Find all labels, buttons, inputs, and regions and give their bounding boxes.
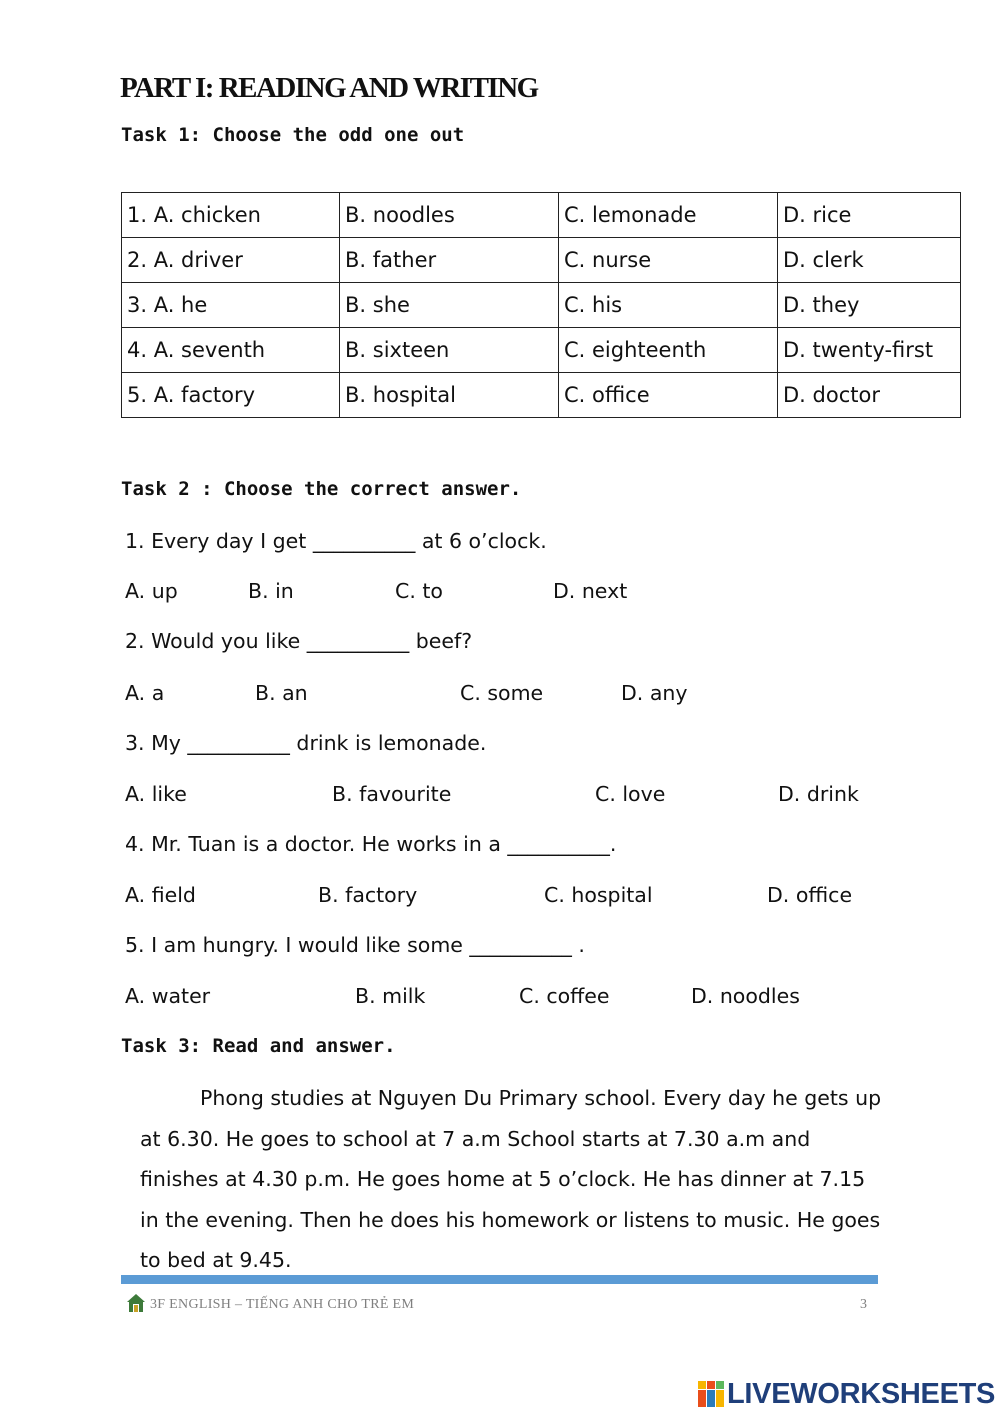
table-cell: B. she bbox=[340, 283, 559, 328]
q1-option-a: A. up bbox=[125, 579, 178, 603]
table-cell: 1. A. chicken bbox=[122, 193, 340, 238]
task2-title: Task 2 : Choose the correct answer. bbox=[121, 478, 522, 500]
footer-text: 3F ENGLISH – TIẾNG ANH CHO TRẺ EM bbox=[150, 1297, 415, 1312]
reading-passage bbox=[140, 1078, 885, 1281]
page-number: 3 bbox=[860, 1297, 867, 1312]
q4-option-a: A. field bbox=[125, 883, 196, 907]
odd-one-out-table bbox=[121, 192, 961, 418]
table-cell: 3. A. he bbox=[122, 283, 340, 328]
q5-option-c: C. coffee bbox=[519, 984, 610, 1008]
q5-option-d: D. noodles bbox=[691, 984, 800, 1008]
task1-title: Task 1: Choose the odd one out bbox=[121, 124, 465, 146]
liveworksheets-logo bbox=[698, 1377, 995, 1411]
table-cell: B. hospital bbox=[340, 373, 559, 418]
table-cell: D. they bbox=[778, 283, 961, 328]
table-cell: D. rice bbox=[778, 193, 961, 238]
q2-option-d: D. any bbox=[621, 681, 688, 705]
table-cell: D. doctor bbox=[778, 373, 961, 418]
table-cell: B. sixteen bbox=[340, 328, 559, 373]
table-row bbox=[122, 193, 961, 238]
liveworksheets-text: LIVEWORKSHEETS bbox=[727, 1377, 996, 1410]
footer-divider bbox=[121, 1275, 878, 1284]
q3-option-b: B. favourite bbox=[332, 782, 452, 806]
table-row bbox=[122, 283, 961, 328]
table-cell: D. twenty-first bbox=[778, 328, 961, 373]
q3-option-d: D. drink bbox=[778, 782, 859, 806]
house-logo-icon bbox=[125, 1292, 147, 1314]
table-cell: C. nurse bbox=[559, 238, 778, 283]
q5-option-b: B. milk bbox=[355, 984, 426, 1008]
table-cell: D. clerk bbox=[778, 238, 961, 283]
q3-option-c: C. love bbox=[595, 782, 666, 806]
question-1: 1. Every day I get __________ at 6 o’clock. bbox=[125, 529, 547, 553]
table-cell: C. office bbox=[559, 373, 778, 418]
question-4: 4. Mr. Tuan is a doctor. He works in a __________. bbox=[125, 832, 617, 856]
table-cell: C. his bbox=[559, 283, 778, 328]
table-row bbox=[122, 373, 961, 418]
q2-option-a: A. a bbox=[125, 681, 165, 705]
table-row bbox=[122, 328, 961, 373]
table-cell: C. lemonade bbox=[559, 193, 778, 238]
q4-option-b: B. factory bbox=[318, 883, 418, 907]
q2-option-c: C. some bbox=[460, 681, 544, 705]
q1-option-d: D. next bbox=[553, 579, 628, 603]
table-row bbox=[122, 238, 961, 283]
q5-option-a: A. water bbox=[125, 984, 211, 1008]
table-cell: 2. A. driver bbox=[122, 238, 340, 283]
q3-option-a: A. like bbox=[125, 782, 187, 806]
q4-option-c: C. hospital bbox=[544, 883, 653, 907]
task3-title: Task 3: Read and answer. bbox=[121, 1035, 396, 1057]
q2-option-b: B. an bbox=[255, 681, 308, 705]
part-title: PART I: READING AND WRITING bbox=[120, 72, 538, 104]
liveworksheets-icon bbox=[698, 1381, 724, 1407]
table-cell: B. noodles bbox=[340, 193, 559, 238]
question-5: 5. I am hungry. I would like some __________ . bbox=[125, 933, 585, 957]
q1-option-b: B. in bbox=[248, 579, 294, 603]
question-2: 2. Would you like __________ beef? bbox=[125, 629, 473, 653]
q1-option-c: C. to bbox=[395, 579, 443, 603]
question-3: 3. My __________ drink is lemonade. bbox=[125, 731, 487, 755]
table-cell: 5. A. factory bbox=[122, 373, 340, 418]
table-cell: C. eighteenth bbox=[559, 328, 778, 373]
passage-text: Phong studies at Nguyen Du Primary school. Every day he gets up at 6.30. He goes to school at 7 a.m School starts at 7.30 a.m and finishes at 4.30 p.m. He goes home at 5 o’clock. He has dinner at 7.15 in the evening. Then he does his homework or listens to music. He goes to bed at 9.45. bbox=[140, 1086, 882, 1272]
table-cell: B. father bbox=[340, 238, 559, 283]
table-cell: 4. A. seventh bbox=[122, 328, 340, 373]
q4-option-d: D. office bbox=[767, 883, 853, 907]
